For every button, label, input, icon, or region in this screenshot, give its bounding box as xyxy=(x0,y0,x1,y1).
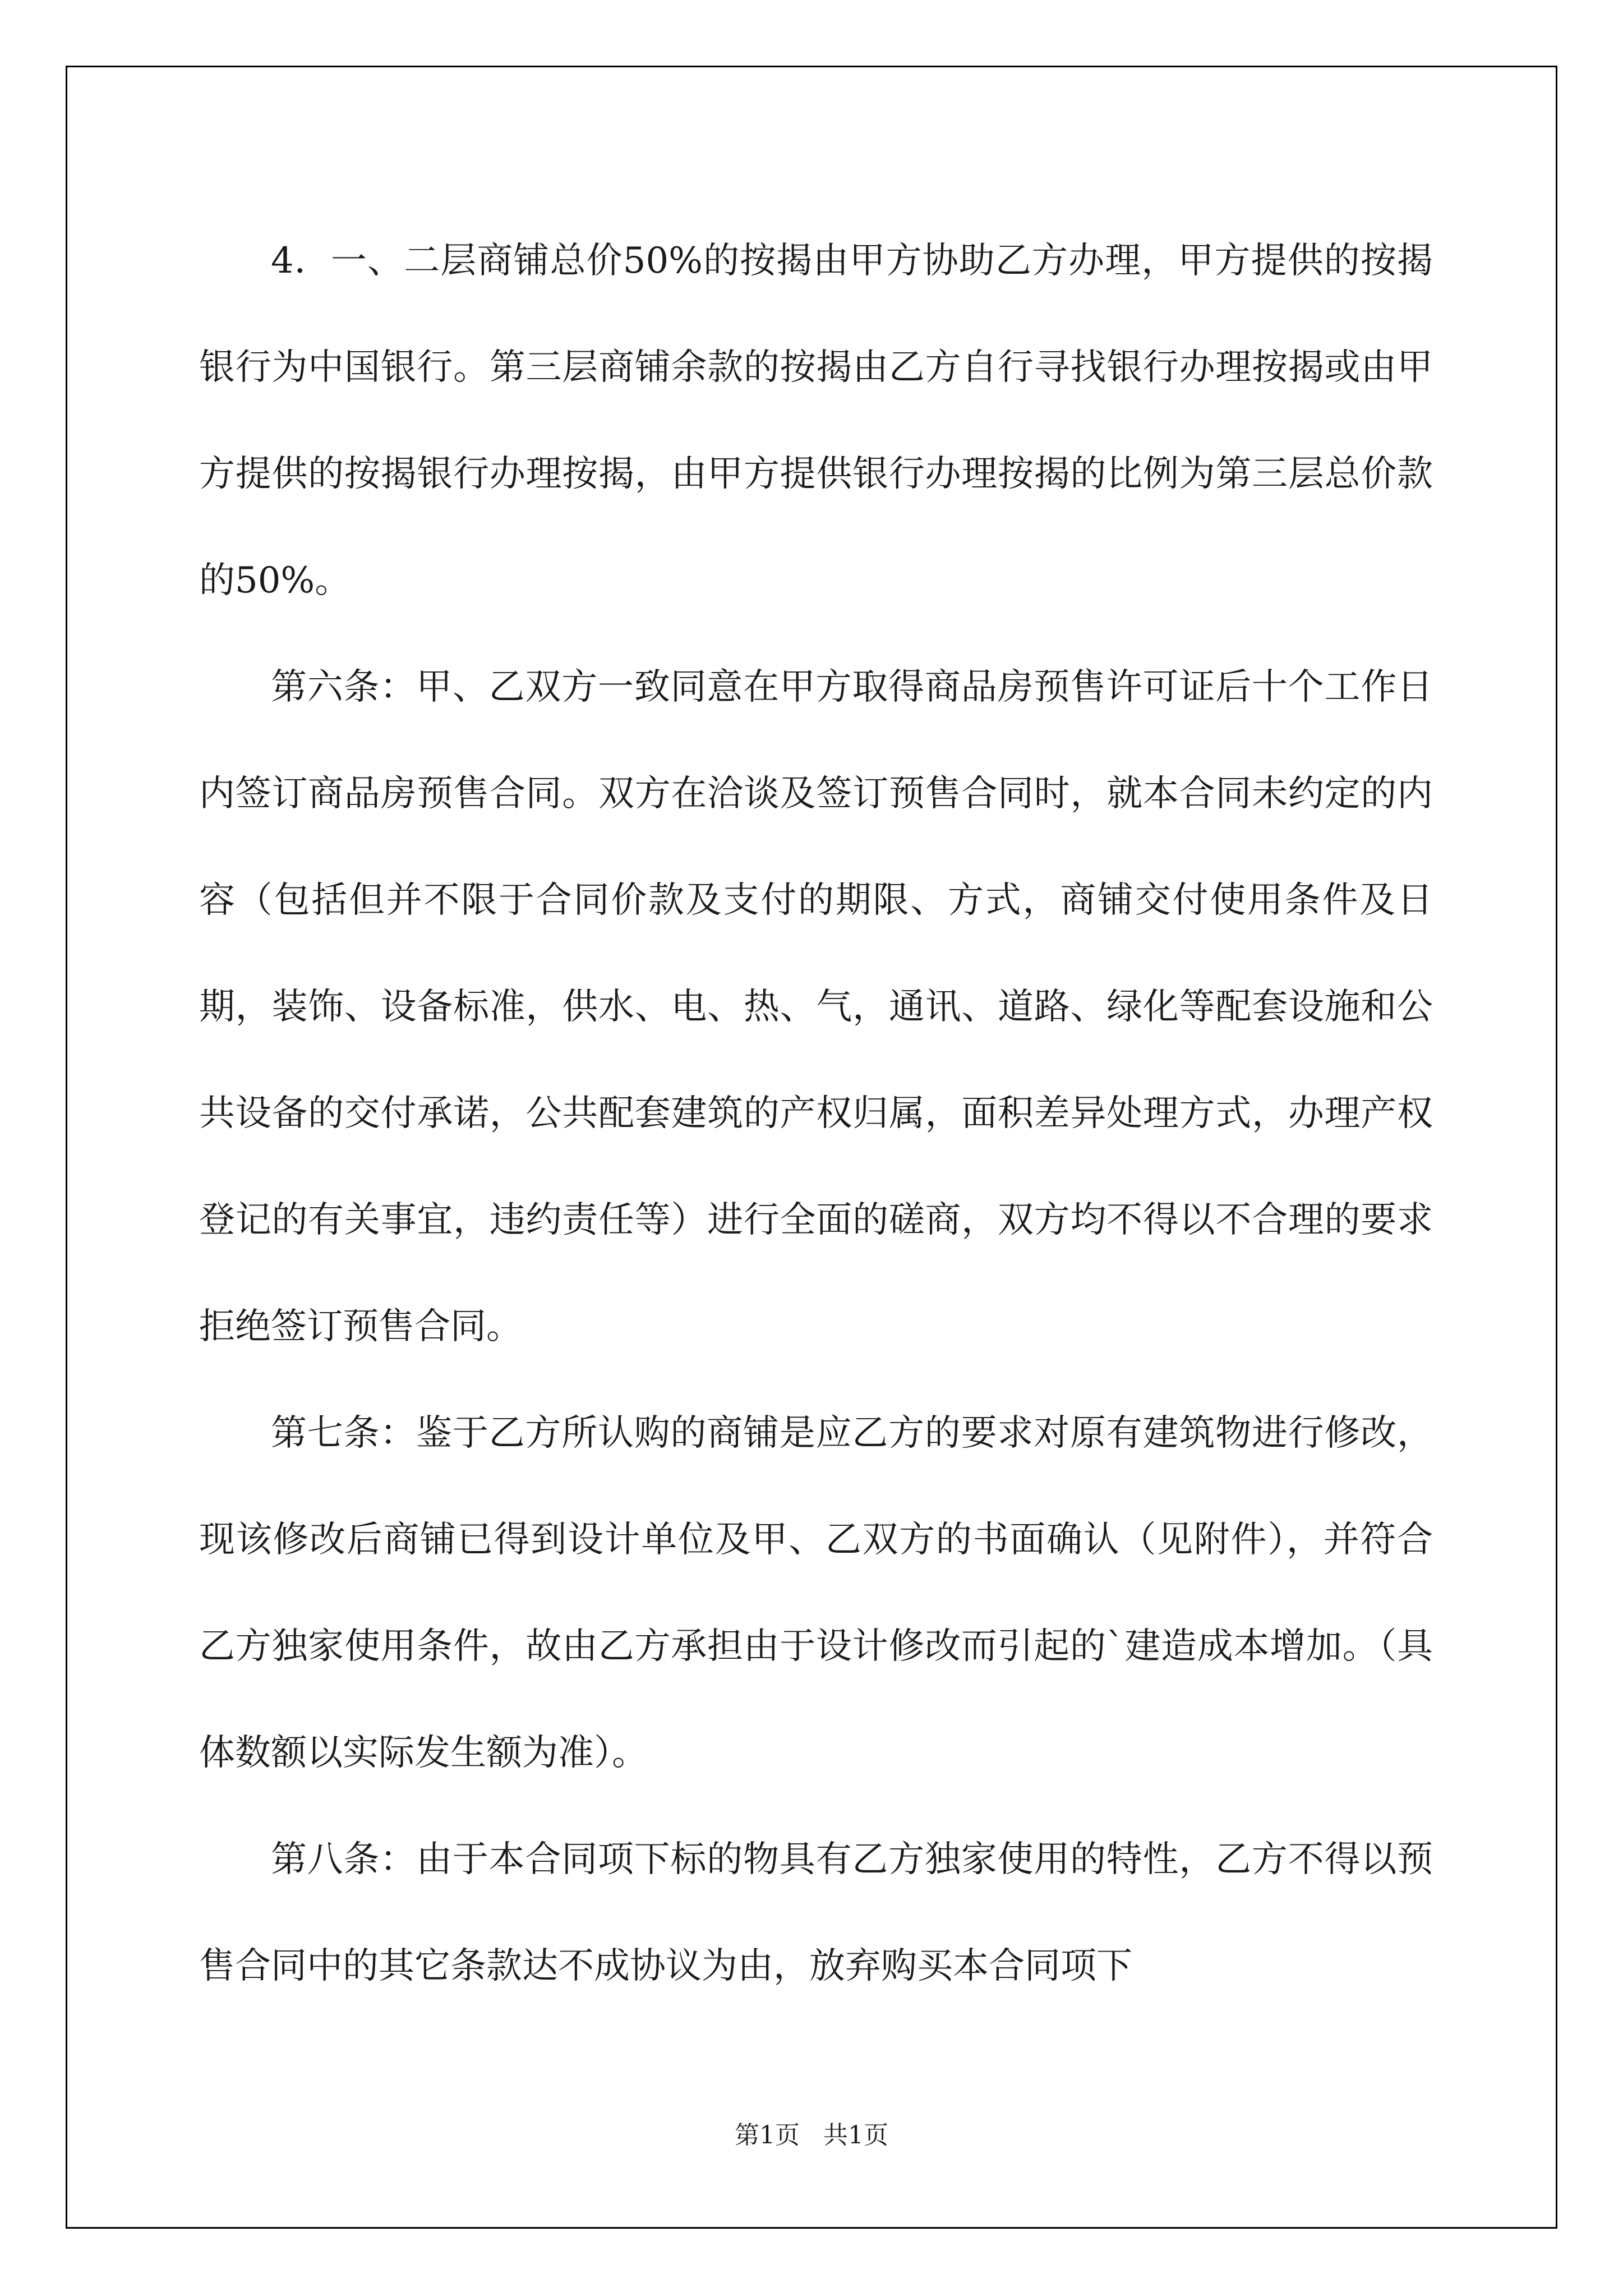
paragraph-clause-4: 4．一、二层商铺总价50%的按揭由甲方协助乙方办理，甲方提供的按揭银行为中国银行。第三层商铺余款的按揭由乙方自行寻找银行办理按揭或由甲方提供的按揭银行办理按揭，由甲方提供银行办理按揭的比例为第三层总价款的50%。 xyxy=(199,240,1433,601)
paragraph-article-6: 第六条：甲、乙双方一致同意在甲方取得商品房预售许可证后十个工作日内签订商品房预售合同。双方在洽谈及签订预售合同时，就本合同未约定的内容（包括但并不限于合同价款及支付的期限、方式，商铺交付使用条件及日期，装饰、设备标准，供水、电、热、气，通讯、道路、绿化等配套设施和公共设备的交付承诺，公共配套建筑的产权归属，面积差异处理方式，办理产权登记的有关事宜，违约责任等）进行全面的磋商，双方均不得以不合理的要求拒绝签订预售合同。 xyxy=(199,666,1433,1347)
paragraph-article-8: 第八条：由于本合同项下标的物具有乙方独家使用的特性，乙方不得以预售合同中的其它条款达不成协议为由，放弃购买本合同项下 xyxy=(199,1839,1433,1987)
page-footer: 第1页 共1页 xyxy=(735,2121,888,2150)
document-body xyxy=(199,208,1433,2019)
paragraph-article-7: 第七条：鉴于乙方所认购的商铺是应乙方的要求对原有建筑物进行修改，现该修改后商铺已得到设计单位及甲、乙双方的书面确认（见附件），并符合乙方独家使用条件，故由乙方承担由于设计修改而引起的`建造成本增加。（具体数额以实际发生额为准）。 xyxy=(199,1412,1433,1774)
